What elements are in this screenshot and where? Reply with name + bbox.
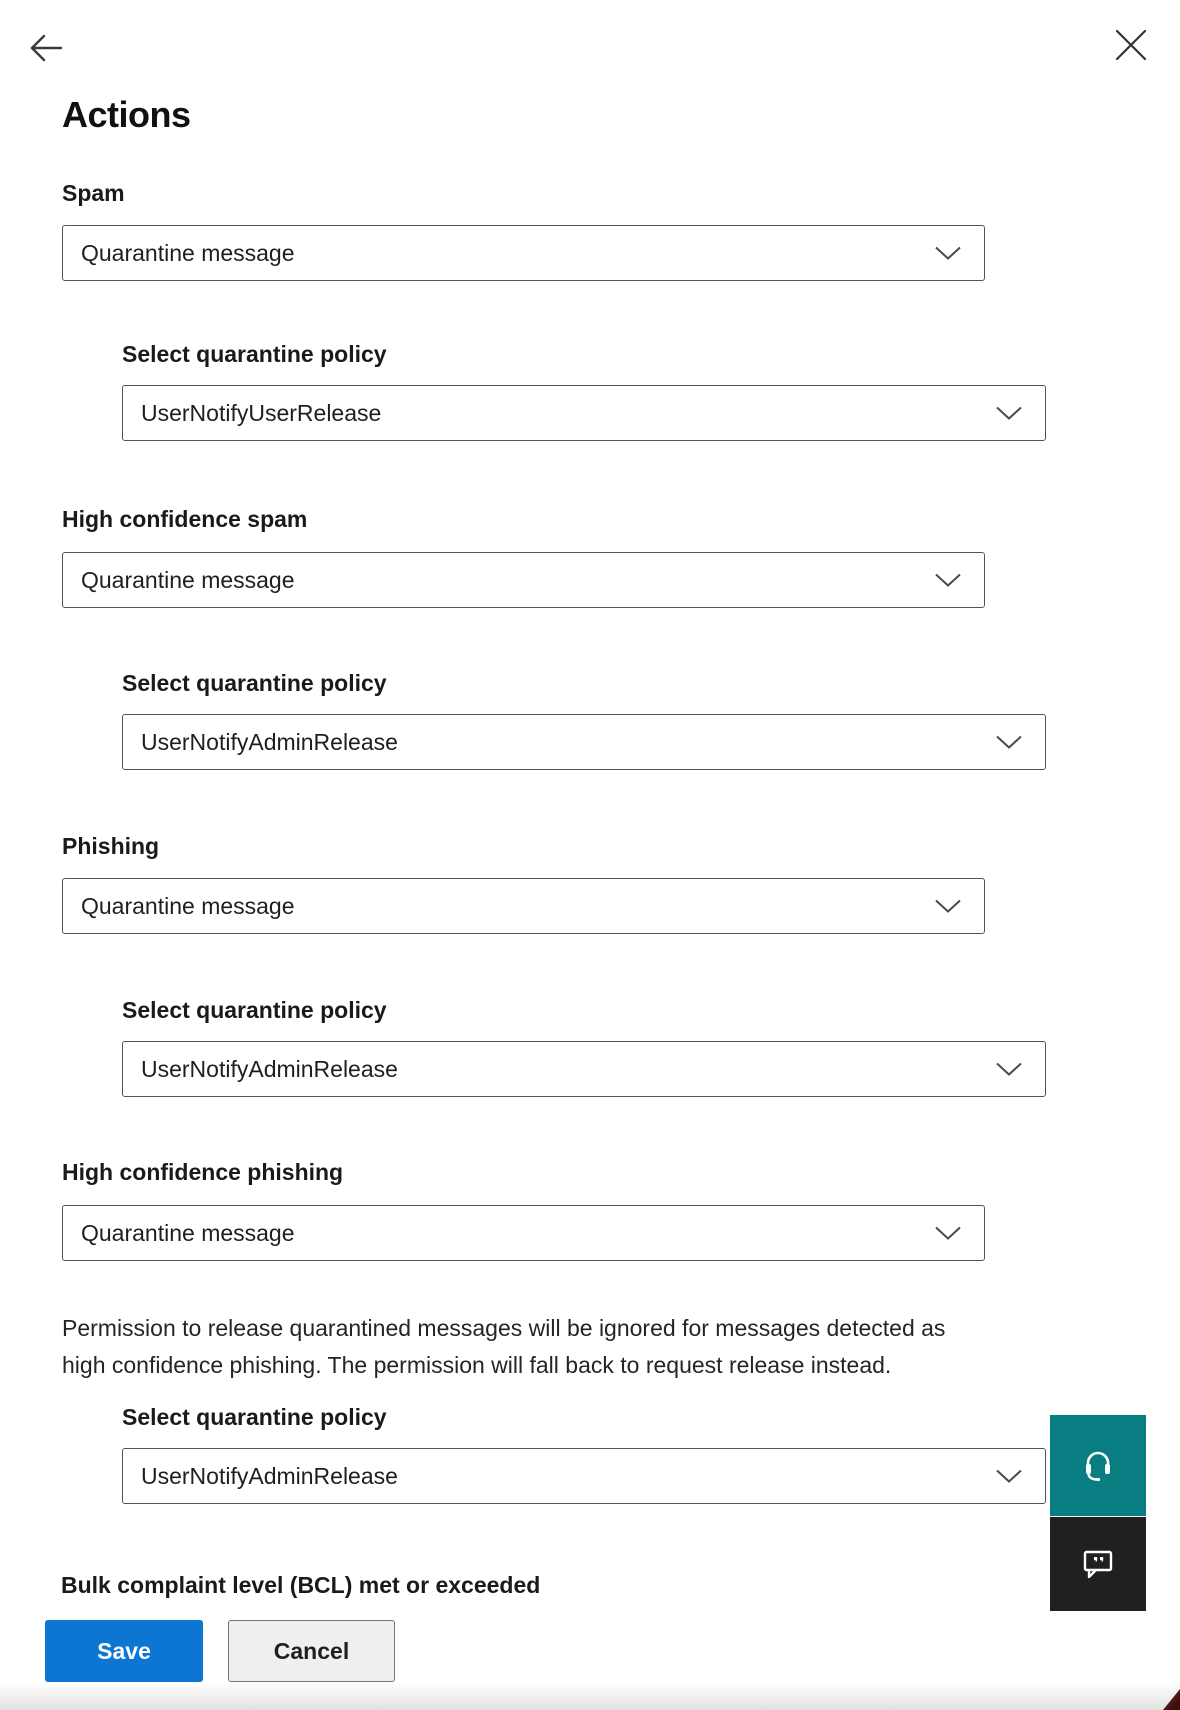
save-button[interactable]: Save bbox=[45, 1620, 203, 1682]
page-title: Actions bbox=[62, 94, 191, 135]
high-confidence-phishing-action-dropdown[interactable] bbox=[62, 1205, 985, 1261]
chevron-down-icon bbox=[995, 1469, 1023, 1484]
spam-quarantine-policy-label: Select quarantine policy bbox=[122, 341, 387, 367]
arrow-left-icon bbox=[26, 28, 66, 68]
note-line-1: Permission to release quarantined messages will be ignored for messages detected as bbox=[62, 1315, 946, 1341]
high-confidence-spam-label: High confidence spam bbox=[62, 506, 308, 532]
note-line-2: high confidence phishing. The permission will fall back to request release instead. bbox=[62, 1352, 892, 1378]
chevron-down-icon bbox=[934, 1226, 962, 1241]
phishing-quarantine-policy-dropdown[interactable] bbox=[122, 1041, 1046, 1097]
dropdown-selected-value: Quarantine message bbox=[81, 239, 295, 266]
spam-quarantine-policy-dropdown[interactable] bbox=[122, 385, 1046, 441]
chat-bubble-icon bbox=[1080, 1548, 1116, 1580]
bulk-complaint-level-label: Bulk complaint level (BCL) met or exceeded bbox=[61, 1572, 541, 1598]
chevron-down-icon bbox=[934, 573, 962, 588]
hcp-permission-note bbox=[62, 1310, 1152, 1384]
hcp-quarantine-policy-label: Select quarantine policy bbox=[122, 1404, 387, 1430]
high-confidence-phishing-label: High confidence phishing bbox=[62, 1159, 344, 1185]
chevron-down-icon bbox=[995, 1062, 1023, 1077]
dropdown-selected-value: UserNotifyAdminRelease bbox=[141, 1462, 398, 1489]
dropdown-selected-value: UserNotifyAdminRelease bbox=[141, 1055, 398, 1082]
back-button[interactable] bbox=[26, 28, 66, 68]
chevron-down-icon bbox=[934, 899, 962, 914]
close-button[interactable] bbox=[1112, 26, 1150, 64]
hcs-quarantine-policy-dropdown[interactable] bbox=[122, 714, 1046, 770]
phishing-quarantine-policy-label: Select quarantine policy bbox=[122, 997, 387, 1023]
headset-icon bbox=[1081, 1447, 1115, 1485]
close-icon bbox=[1112, 26, 1150, 64]
spam-label: Spam bbox=[62, 180, 125, 206]
chevron-down-icon bbox=[995, 735, 1023, 750]
chevron-down-icon bbox=[995, 406, 1023, 421]
dropdown-selected-value: Quarantine message bbox=[81, 892, 295, 919]
contact-support-button[interactable] bbox=[1050, 1415, 1146, 1516]
dropdown-selected-value: UserNotifyUserRelease bbox=[141, 399, 382, 426]
chevron-down-icon bbox=[934, 246, 962, 261]
cancel-button[interactable]: Cancel bbox=[228, 1620, 395, 1682]
spam-action-dropdown[interactable] bbox=[62, 225, 985, 281]
feedback-button[interactable] bbox=[1050, 1517, 1146, 1611]
footer-bar bbox=[0, 1600, 1180, 1710]
high-confidence-spam-action-dropdown[interactable] bbox=[62, 552, 985, 608]
dropdown-selected-value: Quarantine message bbox=[81, 1219, 295, 1246]
hcs-quarantine-policy-label: Select quarantine policy bbox=[122, 670, 387, 696]
dropdown-selected-value: UserNotifyAdminRelease bbox=[141, 728, 398, 755]
hcp-quarantine-policy-dropdown[interactable] bbox=[122, 1448, 1046, 1504]
dropdown-selected-value: Quarantine message bbox=[81, 566, 295, 593]
phishing-action-dropdown[interactable] bbox=[62, 878, 985, 934]
phishing-label: Phishing bbox=[62, 833, 160, 859]
